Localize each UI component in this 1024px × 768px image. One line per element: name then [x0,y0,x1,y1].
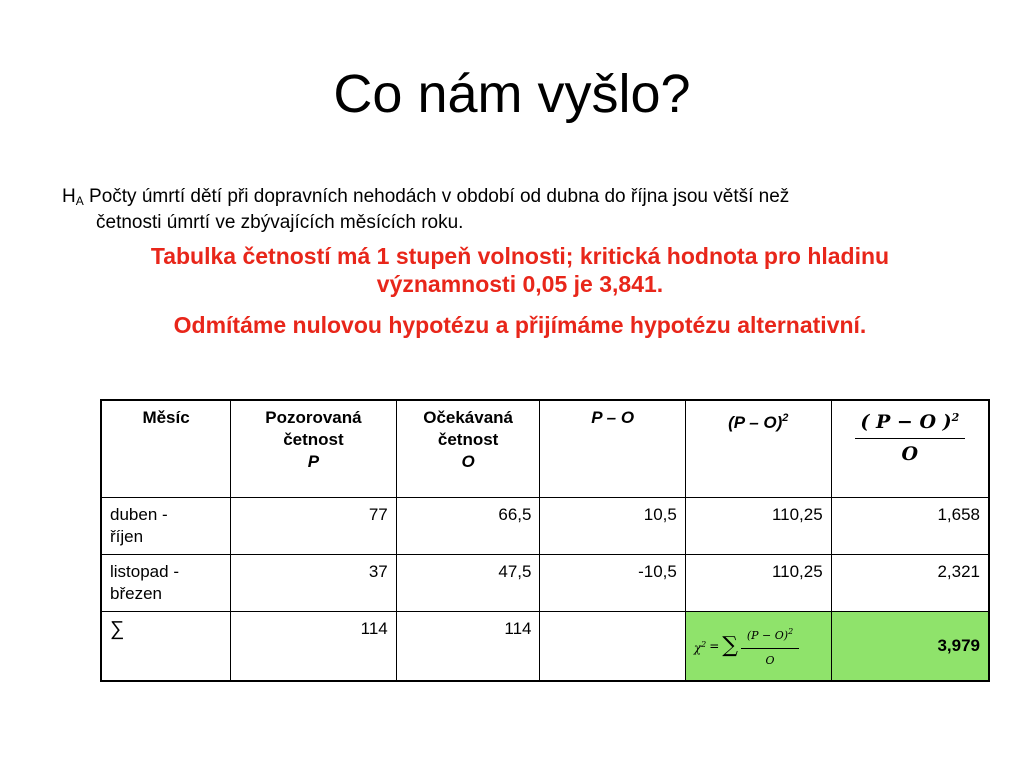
sum-expected: 114 [396,612,540,682]
cell-difference: 10,5 [540,498,685,555]
header-observed: Pozorovaná četnost P [231,400,397,498]
header-difference: P – O [540,400,685,498]
cell-chi-component: 1,658 [831,498,989,555]
degrees-of-freedom-line-1: Tabulka četností má 1 stupeň volnosti; kritická hodnota pro hladinu [150,243,890,269]
header-expected: Očekávaná četnost O [396,400,540,498]
sum-observed: 114 [231,612,397,682]
formula-fraction: $\frac{( P - O )^2}{O}$ [854,407,965,465]
hypothesis-subscript: A [75,194,84,208]
chi-square-table [100,399,990,682]
header-month: Měsíc [101,400,231,498]
cell-month: listopad - březen [101,555,231,612]
cell-difference: -10,5 [540,555,685,612]
cell-month: duben - říjen [101,498,231,555]
cell-difference-squared: 110,25 [685,498,831,555]
chi-square-formula: $\chi^2$ = ∑ $(P - O)^2$ O [694,621,799,672]
hypothesis-line-1: Počty úmrtí dětí při dopravních nehodách v období od dubna do října jsou větší než [83,186,790,207]
hypothesis-prefix: H [62,186,76,207]
slide-title: Co nám vyšlo? [333,64,691,124]
header-formula [831,400,989,498]
sum-symbol: ∑ [101,612,231,682]
header-difference-squared: (P – O)$^2$ [685,400,831,498]
cell-observed: 37 [231,555,397,612]
cell-expected: 47,5 [396,555,540,612]
cell-expected: 66,5 [396,498,540,555]
sum-empty [540,612,685,682]
chi-square-total: 3,979 [831,612,989,682]
header-row [101,400,989,498]
cell-difference-squared: 110,25 [685,555,831,612]
hypothesis-line-2: četnosti úmrtí ve zbývajících měsících roku. [96,212,464,233]
table-row [101,498,989,555]
cell-chi-component: 2,321 [831,555,989,612]
cell-observed: 77 [231,498,397,555]
chi-square-formula-cell [685,612,831,682]
sum-row [101,612,989,682]
degrees-of-freedom-text [40,242,1000,298]
hypothesis-text [62,186,962,234]
degrees-of-freedom-line-2: významnosti 0,05 je 3,841. [376,271,664,297]
table-row [101,555,989,612]
conclusion-text: Odmítáme nulovou hypotézu a přijímáme hypotézu alternativní. [173,312,867,338]
